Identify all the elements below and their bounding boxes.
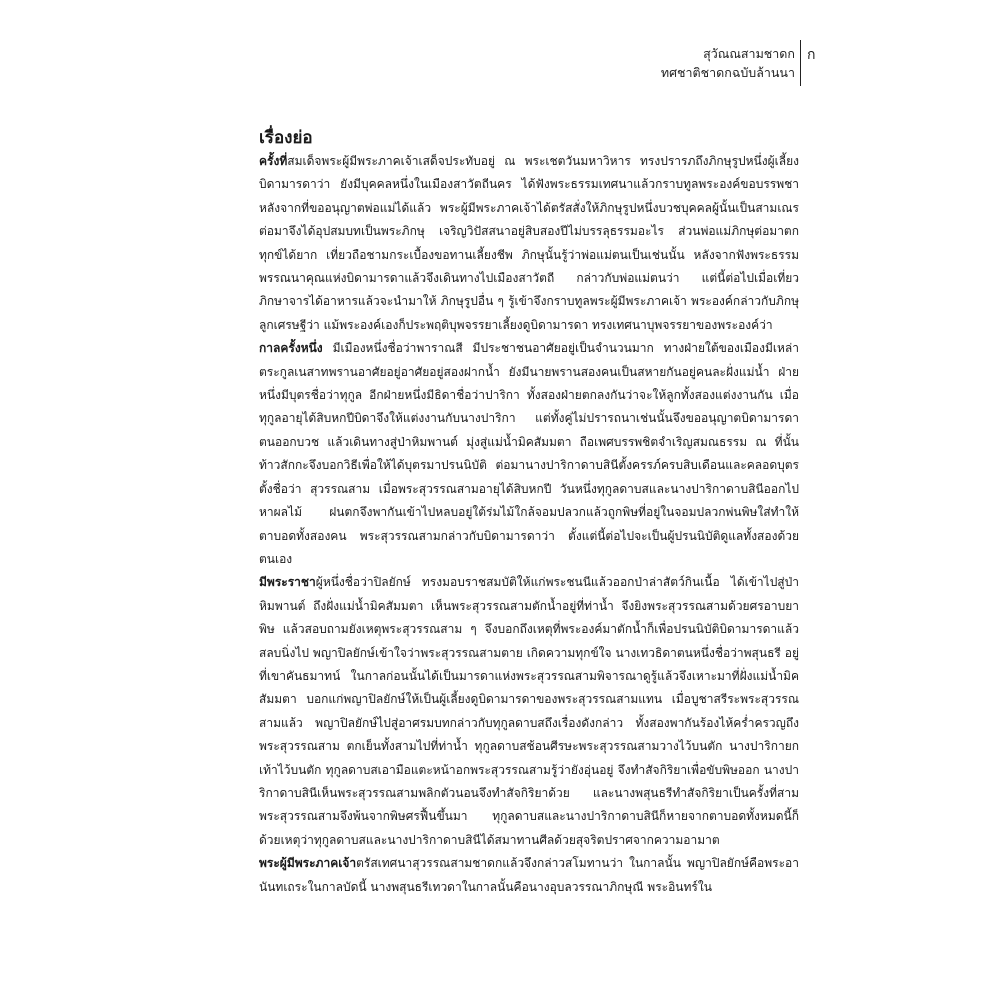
paragraph-4-text: ตรัสเทศนาสุวรรณสามชาดกแล้วจึงกล่าวสโมทานว่า ในกาลนั้น พญาปิลยักษ์คือพระอานันทเถระในกาลบัดนี้ นางพสุนธรีเทวดาในกาลนั้นคือนางอุบลวรรณาภิกษุณี พระอินทร์ใน xyxy=(259,856,799,894)
paragraph-4-lead: พระผู้มีพระภาคเจ้า xyxy=(259,856,357,871)
paragraph-1-text: สมเด็จพระผู้มีพระภาคเจ้าเสด็จประทับอยู่ ณ พระเชตวันมหาวิหาร ทรงปรารภถึงภิกษุรูปหนึ่งผู้เลี้ยงบิดามารดาว่า ยังมีบุคคลหนึ่งในเมืองสาวัตถีนคร ได้ฟังพระธรรมเทศนาแล้วกราบทูลพระองค์ขอบรรพชา หลังจากที่ขออนุญาตพ่อแม่ได้แล้ว พระผู้มีพระภาคเจ้าได้ตรัสสั่งให้ภิกษุรูปหนึ่งบวชบุคคลผู้นั้นเป็นสามเณร ต่อมาจึงได้อุปสมบทเป็นพระภิกษุ เจริญวิปัสสนาอยู่สิบสองปีไม่บรรลุธรรมอะไร ส่วนพ่อแม่ภิกษุต่อมาตกทุกข์ได้ยาก เที่ยวถือชามกระเบื้องขอทานเลี้ยงชีพ ภิกษุนั้นรู้ว่าพ่อแม่ตนเป็นเช่นนั้น หลังจากฟังพระธรรมพรรณนาคุณแห่งบิดามารดาแล้วจึงเดินทางไปเมืองสาวัตถี กล่าวกับพ่อแม่ตนว่า แต่นี้ต่อไปเมื่อเที่ยวภิกษาจารได้อาหารแล้วจะนำมาให้ ภิกษุรูปอื่น ๆ รู้เข้าจึงกราบทูลพระผู้มีพระภาคเจ้า พระองค์กล่าวกับภิกษุลูกเศรษฐีว่า แม้พระองค์เองก็ประพฤติบุพจรรยาเลี้ยงดูบิดามารดา ทรงเทศนาบุพจรรยาของพระองค์ว่า xyxy=(259,154,799,332)
header-divider xyxy=(800,40,801,86)
running-header xyxy=(661,44,795,82)
section-title: เรื่องย่อ xyxy=(259,128,313,148)
header-series-title: ทศชาติชาดกฉบับล้านนา xyxy=(660,65,795,80)
paragraph-1-lead: ครั้งที่ xyxy=(259,154,288,168)
paragraph-2 xyxy=(259,337,799,571)
paragraph-4 xyxy=(259,852,799,899)
page-number: ก xyxy=(807,47,816,63)
header-book-title: สุวัณณสามชาดก xyxy=(703,46,795,61)
paragraph-1 xyxy=(259,150,799,337)
paragraph-3-text: ผู้หนึ่งชื่อว่าปิลยักษ์ ทรงมอบราชสมบัติให้แก่พระชนนีแล้วออกป่าล่าสัตว์กินเนื้อ ได้เข้าไปสู่ป่าหิมพานต์ ถึงฝั่งแม่น้ำมิคสัมมตา เห็นพระสุวรรณสามตักน้ำอยู่ที่ท่าน้ำ จึงยิงพระสุวรรณสามด้วยศรอาบยาพิษ แล้วสอบถามยังเหตุพระสุวรรณสาม ๆ จึงบอกถึงเหตุที่พระองค์มาตักน้ำก็เพื่อปรนนิบัติบิดามารดาแล้วสลบนิ่งไป พญาปิลยักษ์เข้าใจว่าพระสุวรรณสามตาย เกิดความทุกข์ใจ นางเทวธิดาตนหนึ่งชื่อว่าพสุนธรี อยู่ที่เขาคันธมาทน์ ในกาลก่อนนั้นได้เป็นมารดาแห่งพระสุวรรณสามพิจารณาดูรู้แล้วจึงเหาะมาที่ฝั่งแม่น้ำมิคสัมมตา บอกแก่พญาปิลยักษ์ให้เป็นผู้เลี้ยงดูบิดามารดาของพระสุวรรณสามแทน เมื่อบูชาสรีระพระสุวรรณสามแล้ว พญาปิลยักษ์ไปสู่อาศรมบทกล่าวกับทุกูลดาบสถึงเรื่องดังกล่าว ทั้งสองพากันร้องไห้คร่ำครวญถึงพระสุวรรณสาม ตกเย็นทั้งสามไปที่ท่าน้ำ ทุกูลดาบสช้อนศีรษะพระสุวรรณสามวางไว้บนตัก นางปาริกายกเท้าไว้บนตัก ทุกูลดาบสเอามือแตะหน้าอกพระสุวรรณสามรู้ว่ายังอุ่นอยู่ จึงทำสัจกิริยาเพื่อขับพิษออก นางปาริกาดาบสินีเห็นพระสุวรรณสามพลิกตัวนอนจึงทำสัจกิริยาด้วย และนางพสุนธรีทำสัจกิริยาเป็นครั้งที่สาม พระสุวรรณสามจึงพ้นจากพิษศรฟื้นขึ้นมา ทุกูลดาบสและนางปาริกาดาบสินีก็หายจากตาบอดทั้งหมดนี้ก็ด้วยเหตุว่าทุกูลดาบสและนางปาริกาดาบสินีได้สมาทานศีลด้วยสุจริตปราศจากความอามาต xyxy=(259,575,799,847)
paragraph-3 xyxy=(259,571,799,852)
paragraph-2-text: มีเมืองหนึ่งชื่อว่าพาราณสี มีประชาชนอาศัยอยู่เป็นจำนวนมาก ทางฝ่ายใต้ของเมืองมีเหล่าตระกูลเนสาทพรานอาศัยอยู่อาศัยอยู่สองฝากน้ำ ยังมีนายพรานสองคนเป็นสหายกันอยู่คนละฝั่งแม่น้ำ ฝ่ายหนึ่งมีบุตรชื่อว่าทุกูล อีกฝ่ายหนึ่งมีธิดาชื่อว่าปาริกา ทั้งสองฝ่ายตกลงกันว่าจะให้ลูกทั้งสองแต่งงานกัน เมื่อทุกูลอายุได้สิบหกปีบิดาจึงให้แต่งงานกับนางปาริกา แต่ทั้งคู่ไม่ปรารถนาเช่นนั้นจึงขออนุญาตบิดามารดาตนออกบวช แล้วเดินทางสู่ป่าหิมพานต์ มุ่งสู่แม่น้ำมิคสัมมตา ถือเพศบรรพชิตจำเริญสมณธรรม ณ ที่นั้น ท้าวสักกะจึงบอกวิธีเพื่อให้ได้บุตรมาปรนนิบัติ ต่อมานางปาริกาดาบสินีตั้งครรภ์ครบสิบเดือนและคลอดบุตรตั้งชื่อว่า สุวรรณสาม เมื่อพระสุวรรณสามอายุได้สิบหกปี วันหนึ่งทุกูลดาบสและนางปาริกาดาบสินีออกไปหาผลไม้ ฝนตกจึงพากันเข้าไปหลบอยู่ใต้ร่มไม้ใกล้จอมปลวกแล้วถูกพิษที่อยู่ในจอมปลวกพ่นพิษใส่ทำให้ตาบอดทั้งสองคน พระสุวรรณสามกล่าวกับบิดามารดาว่า ตั้งแต่นี้ต่อไปจะเป็นผู้ปรนนิบัติดูแลทั้งสองด้วยตนเอง xyxy=(259,341,799,566)
main-content xyxy=(259,126,799,899)
paragraph-3-lead: มีพระราชา xyxy=(259,575,316,590)
paragraph-2-lead: กาลครั้งหนึ่ง xyxy=(259,341,323,356)
